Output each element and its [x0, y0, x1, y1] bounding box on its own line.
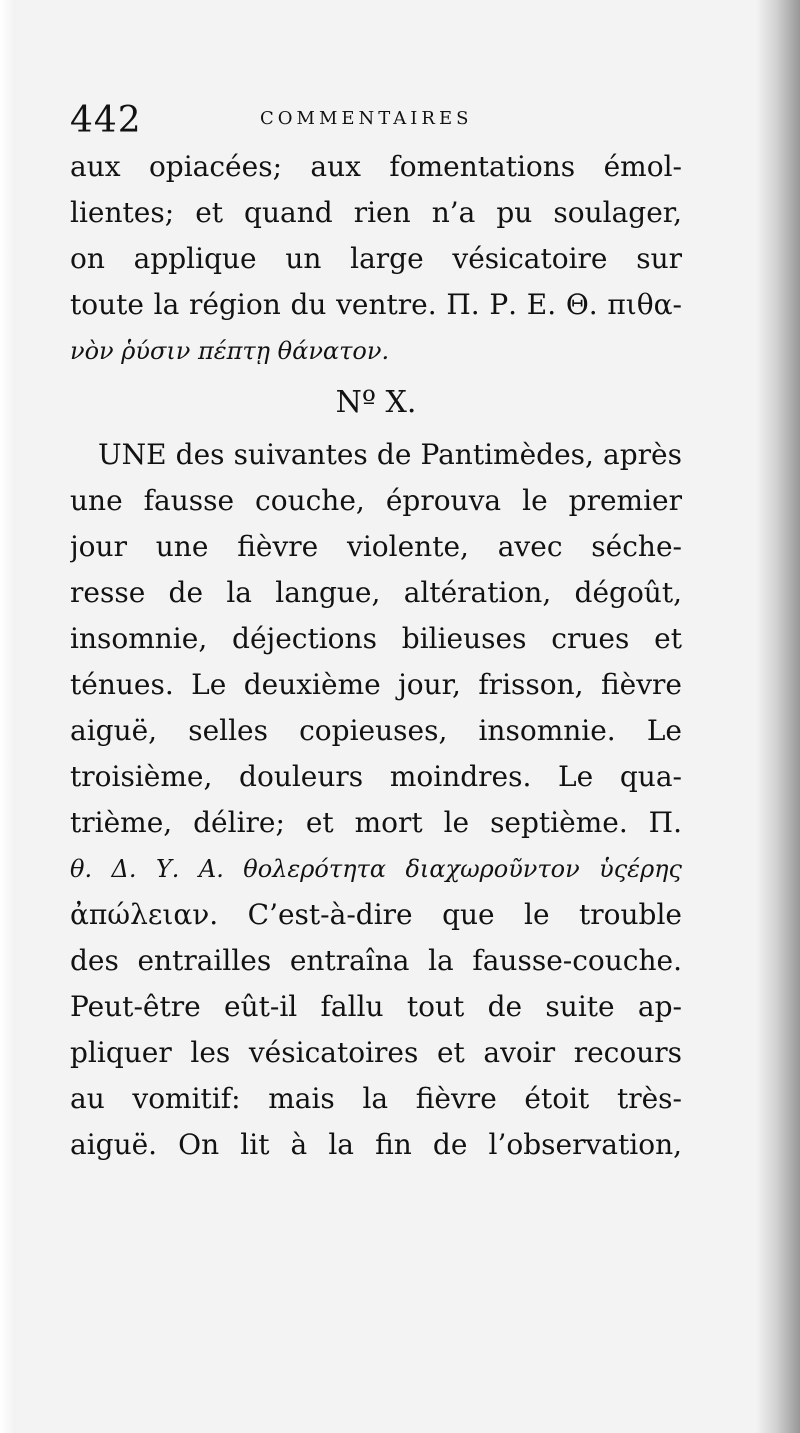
text-line: ἀπώλειαν. C’est-à-dire que le trouble: [70, 898, 682, 931]
text-line: ténues. Le deuxième jour, frisson, fièvre: [70, 668, 682, 701]
section-heading: Nº X.: [335, 385, 417, 420]
text-line: au vomitif: mais la fièvre étoit très-: [70, 1082, 682, 1115]
text-line: jour une fièvre violente, avec séche-: [70, 530, 682, 563]
text-line: troisième, douleurs moindres. Le qua-: [70, 760, 682, 793]
body-text: [70, 144, 682, 1168]
text-line: insomnie, déjections bilieuses crues et: [70, 622, 682, 655]
text-line: aiguë, selles copieuses, insomnie. Le: [70, 714, 682, 747]
text-line: Peut-être eût-il fallu tout de suite ap-: [70, 990, 682, 1023]
scan-edge-right: [756, 0, 800, 1433]
text-line: UNE des suivantes de Pantimèdes, après: [98, 438, 682, 471]
text-line: lientes; et quand rien n’a pu soulager,: [70, 196, 682, 229]
text-line: une fausse couche, éprouva le premier: [70, 484, 682, 517]
text-line: toute la région du ventre. Π. Ρ. Ε. Θ. πιθα-: [70, 288, 682, 321]
scan-edge-left: [0, 0, 16, 1433]
text-line: trième, délire; et mort le septième. Π.: [70, 806, 682, 839]
text-line: des entrailles entraîna la fausse-couche.: [70, 944, 682, 977]
page-header: COMMENTAIRES: [260, 108, 473, 129]
greek-quote-line: θ. Δ. Υ. Α. θολερότητα διαχωροῦντον ὑςέρης: [70, 855, 682, 883]
text-line: on applique un large vésicatoire sur: [70, 242, 682, 275]
text-line: aux opiacées; aux fomentations émol-: [70, 150, 682, 183]
text-line: aiguë. On lit à la fin de l’observation,: [70, 1128, 682, 1161]
text-line: resse de la langue, altération, dégoût,: [70, 576, 682, 609]
book-page: [70, 88, 682, 1168]
text-line: pliquer les vésicatoires et avoir recours: [70, 1036, 682, 1069]
greek-quote-line: νὸν ῥύσιν πέπτῃ θάνατον.: [70, 337, 390, 365]
running-head: [70, 88, 682, 144]
page-number: 442: [70, 100, 142, 141]
